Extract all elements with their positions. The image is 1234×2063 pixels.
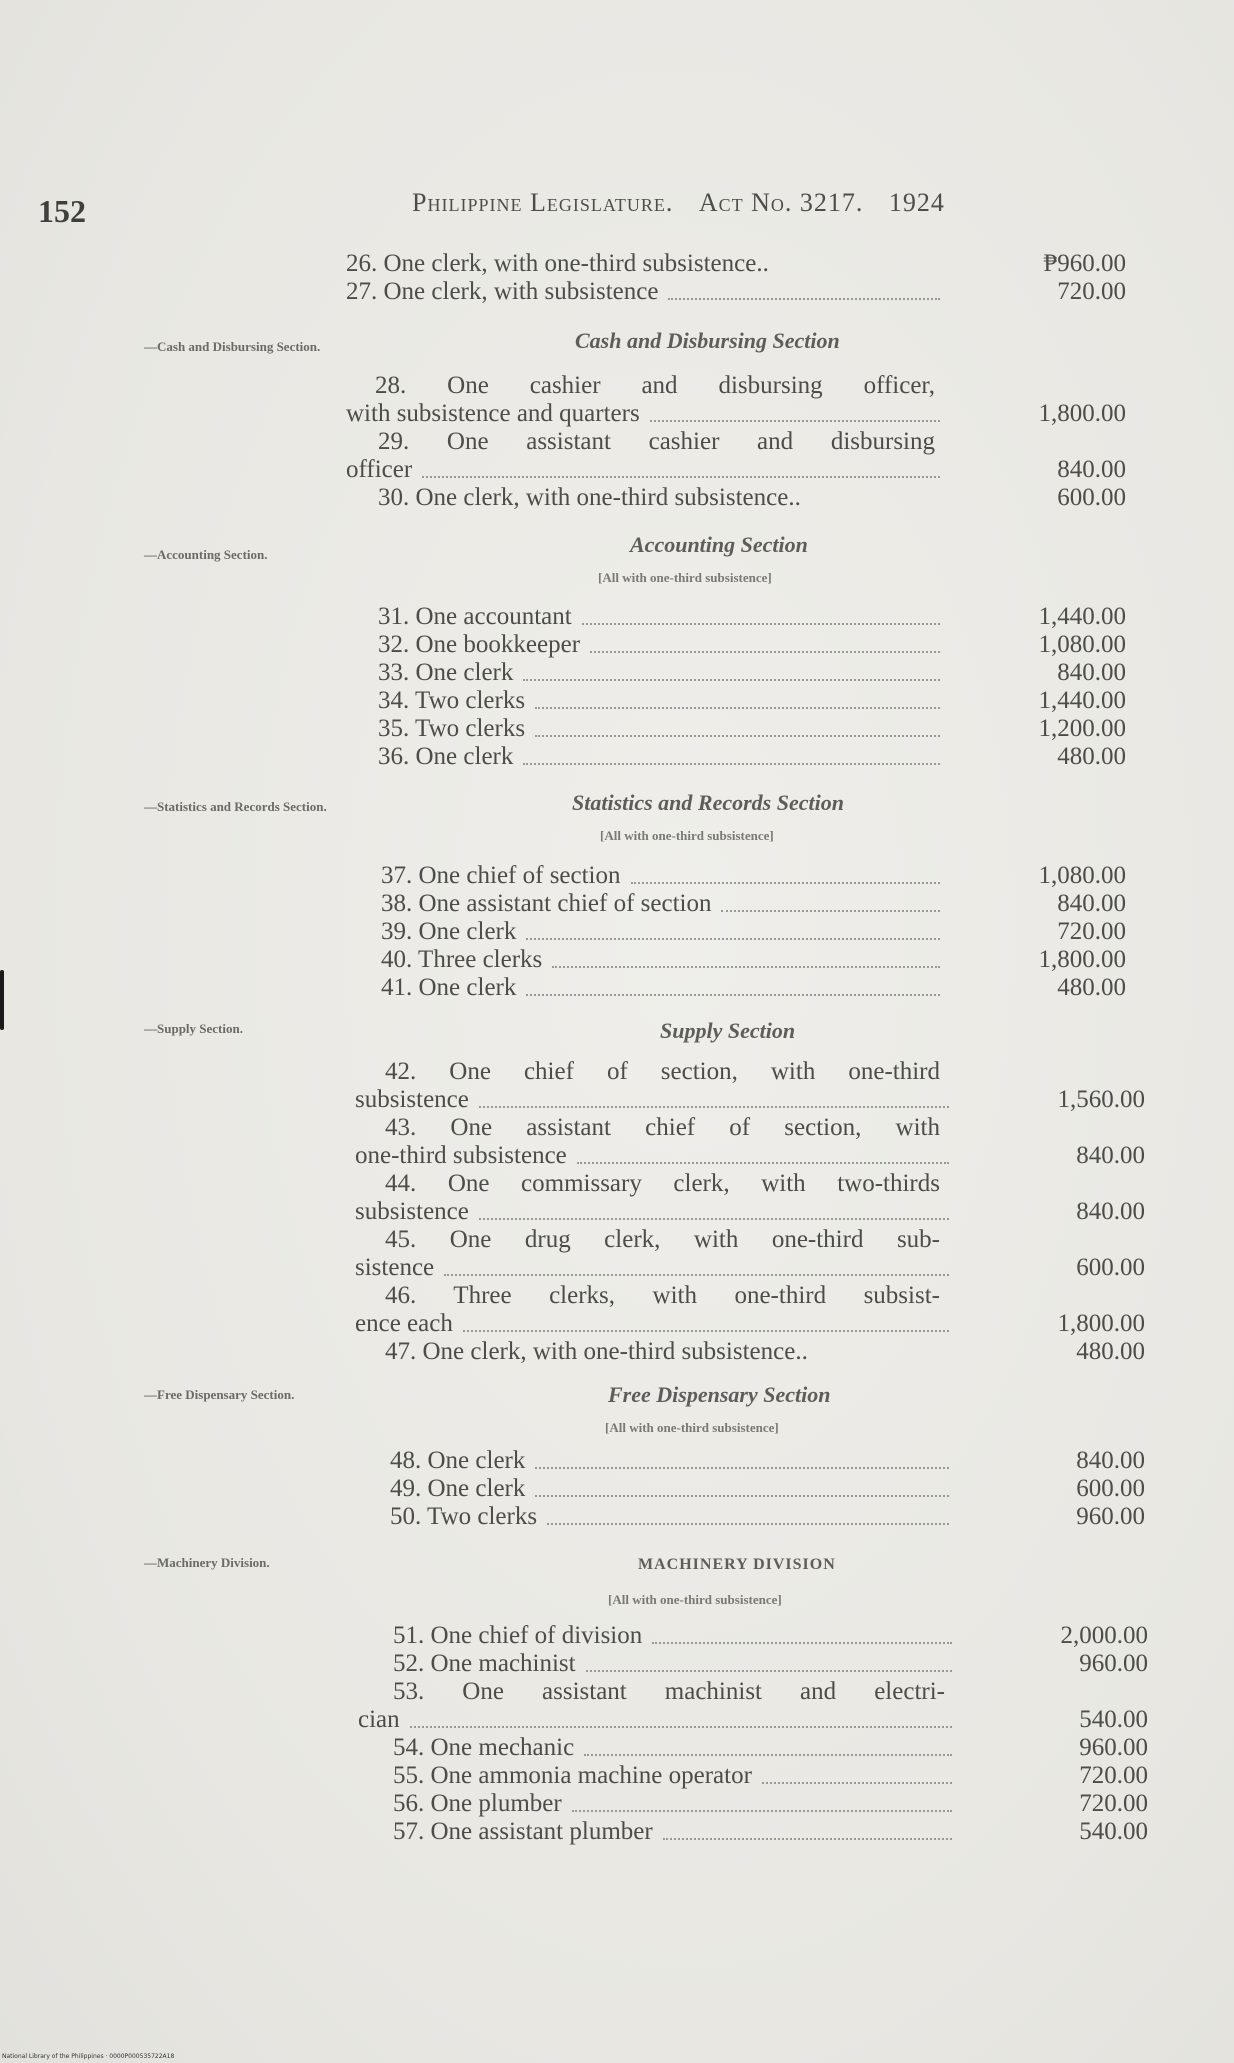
item-text (381, 974, 975, 1002)
side-note-dispensary: —Free Dispensary Section. (144, 1387, 295, 1402)
item-text (393, 1818, 987, 1846)
item-line: 28. One cashier and disbursing officer, (375, 372, 935, 399)
item-text (355, 1310, 949, 1338)
item-text (355, 1254, 949, 1282)
item-amount: 840.00 (1076, 1447, 1145, 1474)
item-amount: 840.00 (1057, 659, 1126, 686)
list-item (346, 946, 1146, 974)
leader-dots (535, 733, 940, 737)
item-text: 47. One clerk, with one-third subsistence.. (385, 1338, 808, 1365)
item-text: 26. One clerk, with one-third subsistence.. (346, 250, 769, 277)
list-item (346, 603, 1146, 631)
item-amount: 480.00 (1076, 1338, 1145, 1365)
leader-dots (410, 1724, 952, 1728)
list-item (355, 1142, 1155, 1170)
leader-dots (652, 1640, 952, 1644)
item-label: 31. One accountant (378, 603, 572, 630)
item-label: 27. One clerk, with subsistence (346, 278, 659, 305)
leader-dots (547, 1521, 949, 1525)
item-text (378, 603, 972, 631)
item-text (378, 715, 972, 743)
side-note-machinery: —Machinery Division. (144, 1555, 270, 1570)
section-note-dispensary: [All with one-third subsistence] (605, 1420, 779, 1435)
item-label: officer (346, 456, 413, 483)
item-amount: 600.00 (1076, 1254, 1145, 1281)
leader-dots (650, 418, 940, 422)
item-line: 45. One drug clerk, with one-third sub- (385, 1226, 940, 1253)
item-amount: 960.00 (1076, 1503, 1145, 1530)
list-item (358, 1818, 1158, 1846)
item-text: 30. One clerk, with one-third subsistence.. (378, 484, 801, 511)
leader-dots (663, 1836, 952, 1840)
leader-dots (577, 1160, 949, 1164)
leader-dots (523, 761, 940, 765)
item-label: 51. One chief of division (393, 1622, 643, 1649)
item-amount: ₱960.00 (1043, 250, 1126, 277)
leader-dots (762, 1780, 952, 1784)
item-label: sistence (355, 1254, 435, 1281)
list-item (355, 1338, 1155, 1366)
list-item (355, 1503, 1155, 1531)
item-line: 44. One commissary clerk, with two-thirds (385, 1170, 940, 1197)
section-title-statistics: Statistics and Records Section (572, 790, 844, 815)
item-text (390, 1475, 984, 1503)
item-label: subsistence (355, 1086, 469, 1113)
item-amount: 1,080.00 (1038, 862, 1126, 889)
leader-dots (552, 964, 940, 968)
section-note-machinery: [All with one-third subsistence] (608, 1592, 782, 1607)
list-item (346, 659, 1146, 687)
item-label: 33. One clerk (378, 659, 514, 686)
item-amount: 2,000.00 (1060, 1622, 1148, 1649)
leader-dots (582, 621, 940, 625)
list-item (355, 1475, 1155, 1503)
list-item (346, 974, 1146, 1002)
item-amount: 1,200.00 (1038, 715, 1126, 742)
section-title-cash: Cash and Disbursing Section (575, 328, 840, 353)
leader-dots (523, 677, 940, 681)
item-label: 55. One ammonia machine operator (393, 1762, 752, 1789)
section-title-accounting: Accounting Section (630, 532, 808, 557)
leader-dots (422, 474, 940, 478)
list-item (358, 1790, 1158, 1818)
leader-dots (584, 1752, 952, 1756)
list-item (346, 484, 1146, 512)
list-item (358, 1622, 1158, 1650)
leader-dots (572, 1808, 952, 1812)
section-title-supply: Supply Section (660, 1018, 796, 1043)
item-text (381, 890, 975, 918)
item-label: 34. Two clerks (378, 687, 526, 714)
leader-dots (535, 1493, 949, 1497)
item-line: 43. One assistant chief of section, with (385, 1114, 940, 1141)
item-amount: 1,800.00 (1057, 1310, 1145, 1337)
item-text (393, 1734, 987, 1762)
item-label: ence each (355, 1310, 453, 1337)
item-amount: 840.00 (1076, 1198, 1145, 1225)
item-amount: 1,080.00 (1038, 631, 1126, 658)
list-item (346, 250, 1146, 278)
item-amount: 720.00 (1057, 918, 1126, 945)
item-amount: 480.00 (1057, 974, 1126, 1001)
side-note-cash: —Cash and Disbursing Section. (144, 339, 321, 354)
item-amount: 1,440.00 (1038, 687, 1126, 714)
leader-dots (463, 1328, 949, 1332)
item-label: 56. One plumber (393, 1790, 562, 1817)
list-item (358, 1706, 1158, 1734)
list-item (346, 278, 1146, 306)
header-title: Philippine Legislature. (412, 188, 674, 217)
library-footer-stamp: National Library of the Philippines · 0000P000535722A18 (2, 2053, 175, 2060)
item-line: 42. One chief of section, with one-third (385, 1058, 940, 1085)
list-item (358, 1734, 1158, 1762)
list-item (346, 890, 1146, 918)
item-label: 37. One chief of section (381, 862, 621, 889)
item-text (346, 456, 940, 484)
item-label: 40. Three clerks (381, 946, 543, 973)
item-text (346, 400, 940, 428)
header-act: Act No. 3217. (698, 188, 864, 217)
list-item (346, 631, 1146, 659)
item-label: with subsistence and quarters (346, 400, 640, 427)
leader-dots (526, 992, 940, 996)
item-label: subsistence (355, 1198, 469, 1225)
item-label: 35. Two clerks (378, 715, 526, 742)
list-item (355, 1447, 1155, 1475)
item-line: 53. One assistant machinist and electri- (393, 1678, 945, 1705)
item-text (358, 1706, 952, 1734)
leader-dots (535, 1465, 949, 1469)
item-text (378, 659, 972, 687)
item-label: 36. One clerk (378, 743, 514, 770)
header-year: 1924 (888, 188, 945, 217)
list-item (355, 1198, 1155, 1226)
item-amount: 540.00 (1079, 1818, 1148, 1845)
list-item (346, 862, 1146, 890)
item-amount: 1,800.00 (1038, 400, 1126, 427)
item-label: cian (358, 1706, 400, 1733)
item-amount: 720.00 (1079, 1790, 1148, 1817)
leader-dots (535, 705, 940, 709)
item-text (355, 1142, 949, 1170)
item-text (393, 1762, 987, 1790)
item-label: 50. Two clerks (390, 1503, 538, 1530)
list-item (358, 1762, 1158, 1790)
list-item (355, 1310, 1155, 1338)
running-header (412, 188, 1072, 218)
item-amount: 960.00 (1079, 1734, 1148, 1761)
item-amount: 1,560.00 (1057, 1086, 1145, 1113)
item-label: 38. One assistant chief of section (381, 890, 712, 917)
item-text (378, 743, 972, 771)
item-text (393, 1650, 987, 1678)
section-note-accounting: [All with one-third subsistence] (598, 570, 772, 585)
item-amount: 960.00 (1079, 1650, 1148, 1677)
item-label: 48. One clerk (390, 1447, 526, 1474)
item-label: 39. One clerk (381, 918, 517, 945)
page-number: 152 (38, 193, 86, 229)
list-item (355, 1254, 1155, 1282)
leader-dots (444, 1272, 949, 1276)
leader-dots (590, 649, 940, 653)
item-label: 54. One mechanic (393, 1734, 575, 1761)
item-amount: 1,800.00 (1038, 946, 1126, 973)
leader-dots (668, 296, 940, 300)
item-label: 52. One machinist (393, 1650, 576, 1677)
leader-dots (479, 1104, 949, 1108)
section-note-statistics: [All with one-third subsistence] (600, 828, 774, 843)
item-amount: 1,440.00 (1038, 603, 1126, 630)
item-label: 57. One assistant plumber (393, 1818, 653, 1845)
scan-edge-mark (0, 970, 4, 1030)
side-note-accounting: —Accounting Section. (144, 547, 268, 562)
list-item (346, 456, 1146, 484)
item-text (355, 1198, 949, 1226)
item-amount: 840.00 (1057, 890, 1126, 917)
leader-dots (721, 908, 940, 912)
item-line: 46. Three clerks, with one-third subsist- (385, 1282, 940, 1309)
item-line: 29. One assistant cashier and disbursing (378, 428, 935, 455)
item-text (346, 278, 940, 306)
item-amount: 840.00 (1057, 456, 1126, 483)
item-text (390, 1503, 984, 1531)
leader-dots (479, 1216, 949, 1220)
item-text (393, 1622, 987, 1650)
item-text (378, 631, 972, 659)
list-item (346, 715, 1146, 743)
list-item (346, 918, 1146, 946)
item-text (355, 1086, 949, 1114)
list-item (346, 743, 1146, 771)
item-amount: 720.00 (1057, 278, 1126, 305)
item-amount: 720.00 (1079, 1762, 1148, 1789)
list-item (358, 1650, 1158, 1678)
leader-dots (586, 1668, 952, 1672)
leader-dots (526, 936, 940, 940)
item-label: 32. One bookkeeper (378, 631, 581, 658)
item-amount: 840.00 (1076, 1142, 1145, 1169)
side-note-supply: —Supply Section. (144, 1021, 243, 1036)
item-amount: 540.00 (1079, 1706, 1148, 1733)
section-title-machinery: MACHINERY DIVISION (638, 1556, 836, 1573)
section-title-dispensary: Free Dispensary Section (608, 1382, 831, 1407)
item-text (393, 1790, 987, 1818)
side-note-statistics: —Statistics and Records Section. (144, 799, 327, 814)
item-amount: 600.00 (1076, 1475, 1145, 1502)
item-amount: 600.00 (1057, 484, 1126, 511)
list-item (355, 1086, 1155, 1114)
list-item (346, 687, 1146, 715)
list-item (346, 400, 1146, 428)
item-amount: 480.00 (1057, 743, 1126, 770)
item-text (378, 687, 972, 715)
item-label: one-third subsistence (355, 1142, 567, 1169)
item-text (390, 1447, 984, 1475)
item-text (381, 918, 975, 946)
item-text (381, 862, 975, 890)
leader-dots (631, 880, 940, 884)
item-label: 41. One clerk (381, 974, 517, 1001)
item-text (381, 946, 975, 974)
item-label: 49. One clerk (390, 1475, 526, 1502)
